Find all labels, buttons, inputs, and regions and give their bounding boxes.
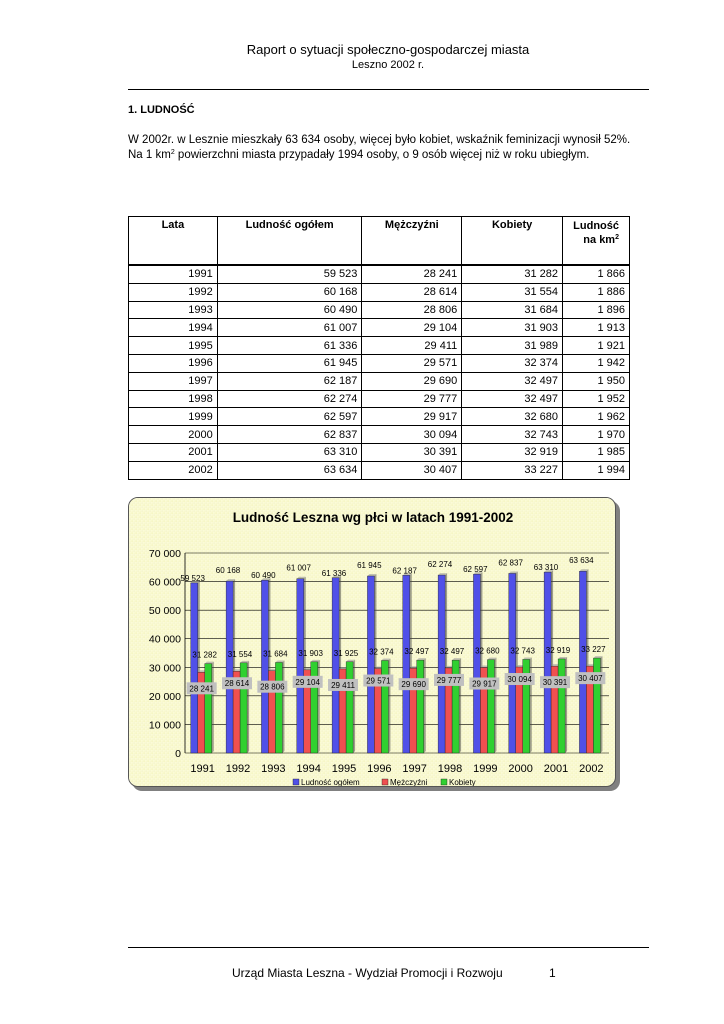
- table-row: [129, 354, 630, 372]
- cell-total: 63 310: [217, 443, 362, 461]
- cell-year: 2000: [129, 426, 218, 444]
- cell-men: 29 917: [362, 408, 462, 426]
- data-label-women: 32 919: [545, 645, 571, 655]
- table-row: [129, 426, 630, 444]
- data-label-men: 29 571: [366, 676, 391, 686]
- cell-women: 31 989: [462, 337, 563, 355]
- y-tick-label: 40 000: [148, 633, 181, 646]
- population-table: [128, 216, 630, 480]
- x-tick-label: 1997: [402, 763, 427, 775]
- legend-label: Kobiety: [449, 778, 476, 787]
- bar-ludno-og-em: [403, 575, 410, 753]
- data-label-women: 31 554: [227, 649, 253, 659]
- bar-side: [494, 658, 496, 753]
- bar-kobiety: [487, 660, 494, 753]
- report-subtitle: Leszno 2002 r.: [351, 59, 425, 71]
- report-title: Raport o sytuacji społeczno-gospodarczej miasta: [246, 42, 530, 57]
- data-label-men: 28 806: [260, 682, 285, 692]
- bar-ludno-og-em: [261, 580, 268, 753]
- y-tick-label: 20 000: [148, 690, 181, 703]
- bar-ludno-og-em: [332, 578, 339, 753]
- bar-ludno-og-em: [191, 583, 198, 753]
- data-label-total: 63 310: [533, 563, 559, 573]
- cell-total: 62 274: [217, 390, 362, 408]
- data-label-men: 29 690: [401, 680, 426, 690]
- bar-side: [459, 658, 461, 753]
- cell-women: 32 497: [462, 390, 563, 408]
- table-body: [129, 265, 630, 480]
- bar-side: [388, 659, 390, 753]
- data-label-men: 30 094: [507, 675, 532, 685]
- cell-year: 1999: [129, 408, 218, 426]
- data-label-women: 32 743: [510, 646, 535, 656]
- data-label-women: 33 227: [581, 645, 606, 655]
- cell-density: 1 913: [563, 319, 630, 337]
- cell-year: 1992: [129, 283, 218, 301]
- y-tick-label: 60 000: [148, 576, 181, 589]
- table-row: [129, 301, 630, 319]
- legend-swatch: [382, 779, 388, 785]
- cell-women: 31 684: [462, 301, 563, 319]
- bar-kobiety: [558, 659, 565, 753]
- bar-side: [212, 662, 214, 753]
- cell-total: 60 490: [217, 301, 362, 319]
- bar-side: [247, 661, 249, 753]
- x-tick-label: 1991: [190, 763, 215, 775]
- cell-total: 63 634: [217, 461, 362, 479]
- bar-ludno-og-em: [579, 571, 586, 753]
- cell-women: 32 743: [462, 426, 563, 444]
- bar-ludno-og-em: [367, 576, 374, 753]
- footer-divider: [128, 947, 649, 948]
- cell-men: 30 094: [362, 426, 462, 444]
- bar-side: [424, 658, 426, 753]
- data-label-total: 60 490: [251, 571, 276, 581]
- cell-density: 1 886: [563, 283, 630, 301]
- y-tick-label: 50 000: [148, 605, 181, 618]
- data-label-women: 32 374: [369, 647, 394, 657]
- cell-density: 1 896: [563, 301, 630, 319]
- cell-men: 29 104: [362, 319, 462, 337]
- bar-kobiety: [346, 662, 353, 753]
- bar-ludno-og-em: [438, 575, 445, 753]
- cell-men: 28 806: [362, 301, 462, 319]
- data-label-total: 62 837: [498, 558, 523, 568]
- x-tick-label: 2000: [508, 763, 533, 775]
- data-label-total: 62 187: [392, 566, 417, 576]
- cell-density: 1 962: [563, 408, 630, 426]
- chart-area: [128, 497, 616, 787]
- col-header-density-sup: 2: [615, 234, 619, 241]
- intro-superscript: 2: [170, 149, 175, 156]
- cell-density: 1 994: [563, 461, 630, 479]
- data-label-men: 29 917: [472, 679, 497, 689]
- cell-total: 61 007: [217, 319, 362, 337]
- bar-kobiety: [381, 661, 388, 753]
- data-label-total: 61 945: [357, 561, 382, 571]
- data-label-men: 28 614: [224, 679, 250, 689]
- cell-density: 1 950: [563, 372, 630, 390]
- population-chart: [129, 498, 616, 787]
- cell-total: 62 597: [217, 408, 362, 426]
- cell-men: 29 690: [362, 372, 462, 390]
- table-row: [129, 337, 630, 355]
- x-tick-label: 1993: [261, 763, 286, 775]
- x-tick-label: 2001: [543, 763, 569, 775]
- data-label-women: 31 282: [192, 650, 217, 660]
- table-row: [129, 283, 630, 301]
- x-tick-label: 2002: [579, 763, 604, 775]
- y-tick-label: 10 000: [148, 719, 181, 732]
- data-label-men: 30 391: [542, 678, 568, 688]
- cell-women: 31 554: [462, 283, 563, 301]
- cell-men: 29 777: [362, 390, 462, 408]
- cell-men: 29 411: [362, 337, 462, 355]
- cell-men: 30 391: [362, 443, 462, 461]
- legend-swatch: [293, 779, 299, 785]
- bar-side: [282, 660, 284, 753]
- col-header-years: Lata: [129, 217, 218, 265]
- col-header-density-label: Ludność na km: [573, 220, 619, 246]
- table-header-row: [129, 217, 630, 265]
- cell-year: 2001: [129, 443, 218, 461]
- x-tick-label: 1992: [225, 763, 251, 775]
- data-label-women: 31 903: [298, 648, 323, 658]
- x-tick-label: 1994: [296, 763, 321, 775]
- legend-swatch: [441, 779, 447, 785]
- bar-side: [530, 657, 532, 753]
- bar-kobiety: [417, 660, 424, 753]
- bar-side: [353, 660, 355, 753]
- cell-density: 1 866: [563, 266, 630, 284]
- cell-men: 29 571: [362, 354, 462, 372]
- cell-total: 59 523: [217, 266, 362, 284]
- chart-frame: [128, 497, 620, 791]
- cell-women: 33 227: [462, 461, 563, 479]
- cell-total: 62 187: [217, 372, 362, 390]
- x-tick-label: 1999: [473, 763, 498, 775]
- cell-density: 1 952: [563, 390, 630, 408]
- cell-total: 61 945: [217, 354, 362, 372]
- table-row: [129, 390, 630, 408]
- data-label-women: 32 497: [404, 647, 429, 657]
- cell-year: 1994: [129, 319, 218, 337]
- data-label-total: 62 597: [463, 565, 488, 575]
- bar-ludno-og-em: [509, 573, 516, 753]
- legend-label: Ludność ogółem: [301, 778, 360, 787]
- cell-women: 32 497: [462, 372, 563, 390]
- data-label-women: 31 684: [263, 649, 288, 659]
- bar-ludno-og-em: [226, 581, 233, 753]
- cell-year: 1996: [129, 354, 218, 372]
- intro-text-1: W 2002r. w Lesznie mieszkały 63 634 osoby, więcej było kobiet, wskaźnik feminizacji wynosił 52%. Na 1 km: [128, 134, 631, 161]
- table-row: [129, 443, 630, 461]
- cell-density: 1 942: [563, 354, 630, 372]
- table-row: [129, 266, 630, 284]
- cell-men: 28 241: [362, 266, 462, 284]
- col-header-density: [563, 217, 630, 265]
- intro-text-2: powierzchni miasta przypadały 1994 osoby, o 9 osób więcej niż w roku ubiegłym.: [174, 149, 590, 161]
- data-label-total: 59 523: [180, 573, 205, 583]
- col-header-men: Mężczyźni: [362, 217, 462, 265]
- col-header-women: Kobiety: [462, 217, 563, 265]
- cell-density: 1 921: [563, 337, 630, 355]
- cell-men: 30 407: [362, 461, 462, 479]
- data-label-total: 63 634: [569, 556, 594, 566]
- table-row: [129, 319, 630, 337]
- data-label-men: 29 777: [436, 675, 462, 685]
- cell-women: 31 903: [462, 319, 563, 337]
- y-tick-label: 70 000: [148, 548, 181, 560]
- cell-year: 2002: [129, 461, 218, 479]
- bar-kobiety: [205, 664, 212, 753]
- cell-men: 28 614: [362, 283, 462, 301]
- cell-total: 60 168: [217, 283, 362, 301]
- x-tick-label: 1998: [437, 763, 463, 775]
- data-label-total: 60 168: [215, 566, 241, 576]
- page-header: [128, 42, 648, 72]
- intro-paragraph: [128, 133, 648, 163]
- data-label-men: 30 407: [578, 674, 603, 684]
- cell-year: 1997: [129, 372, 218, 390]
- cell-year: 1991: [129, 266, 218, 284]
- table-row: [129, 408, 630, 426]
- data-label-women: 32 680: [475, 646, 500, 656]
- data-label-men: 29 411: [331, 680, 355, 690]
- bar-side: [318, 660, 320, 753]
- legend-label: Mężczyźni: [390, 778, 428, 787]
- x-tick-label: 1995: [331, 763, 357, 775]
- cell-total: 62 837: [217, 426, 362, 444]
- bar-kobiety: [275, 662, 282, 753]
- page-number: 1: [549, 966, 556, 980]
- col-header-total: Ludność ogółem: [217, 217, 362, 265]
- data-label-men: 29 104: [295, 677, 320, 687]
- cell-year: 1998: [129, 390, 218, 408]
- data-label-men: 28 241: [189, 684, 214, 694]
- chart-title: Ludność Leszna wg płci w latach 1991-2002: [232, 510, 514, 525]
- cell-women: 32 680: [462, 408, 563, 426]
- cell-year: 1993: [129, 301, 218, 319]
- section-heading: 1. LUDNOŚĆ: [128, 104, 195, 116]
- data-label-women: 32 497: [439, 647, 465, 657]
- data-label-total: 61 336: [321, 568, 347, 578]
- cell-density: 1 970: [563, 426, 630, 444]
- data-label-total: 62 274: [427, 560, 453, 570]
- footer-text: Urząd Miasta Leszna - Wydział Promocji i Rozwoju: [232, 966, 503, 980]
- data-label-total: 61 007: [286, 563, 311, 573]
- bar-ludno-og-em: [473, 574, 480, 753]
- header-divider: [128, 89, 649, 90]
- cell-women: 32 919: [462, 443, 563, 461]
- bar-ludno-og-em: [544, 572, 551, 753]
- table-row: [129, 372, 630, 390]
- bar-side: [600, 656, 602, 753]
- y-tick-label: 0: [175, 748, 181, 760]
- cell-density: 1 985: [563, 443, 630, 461]
- data-label-women: 31 925: [333, 648, 359, 658]
- bar-side: [565, 657, 567, 753]
- y-tick-label: 30 000: [148, 662, 181, 675]
- x-tick-label: 1996: [367, 763, 392, 775]
- cell-women: 31 282: [462, 266, 563, 284]
- bar-ludno-og-em: [297, 579, 304, 753]
- bar-kobiety: [240, 663, 247, 753]
- cell-women: 32 374: [462, 354, 563, 372]
- table-row: [129, 461, 630, 479]
- cell-year: 1995: [129, 337, 218, 355]
- cell-total: 61 336: [217, 337, 362, 355]
- bar-kobiety: [311, 662, 318, 753]
